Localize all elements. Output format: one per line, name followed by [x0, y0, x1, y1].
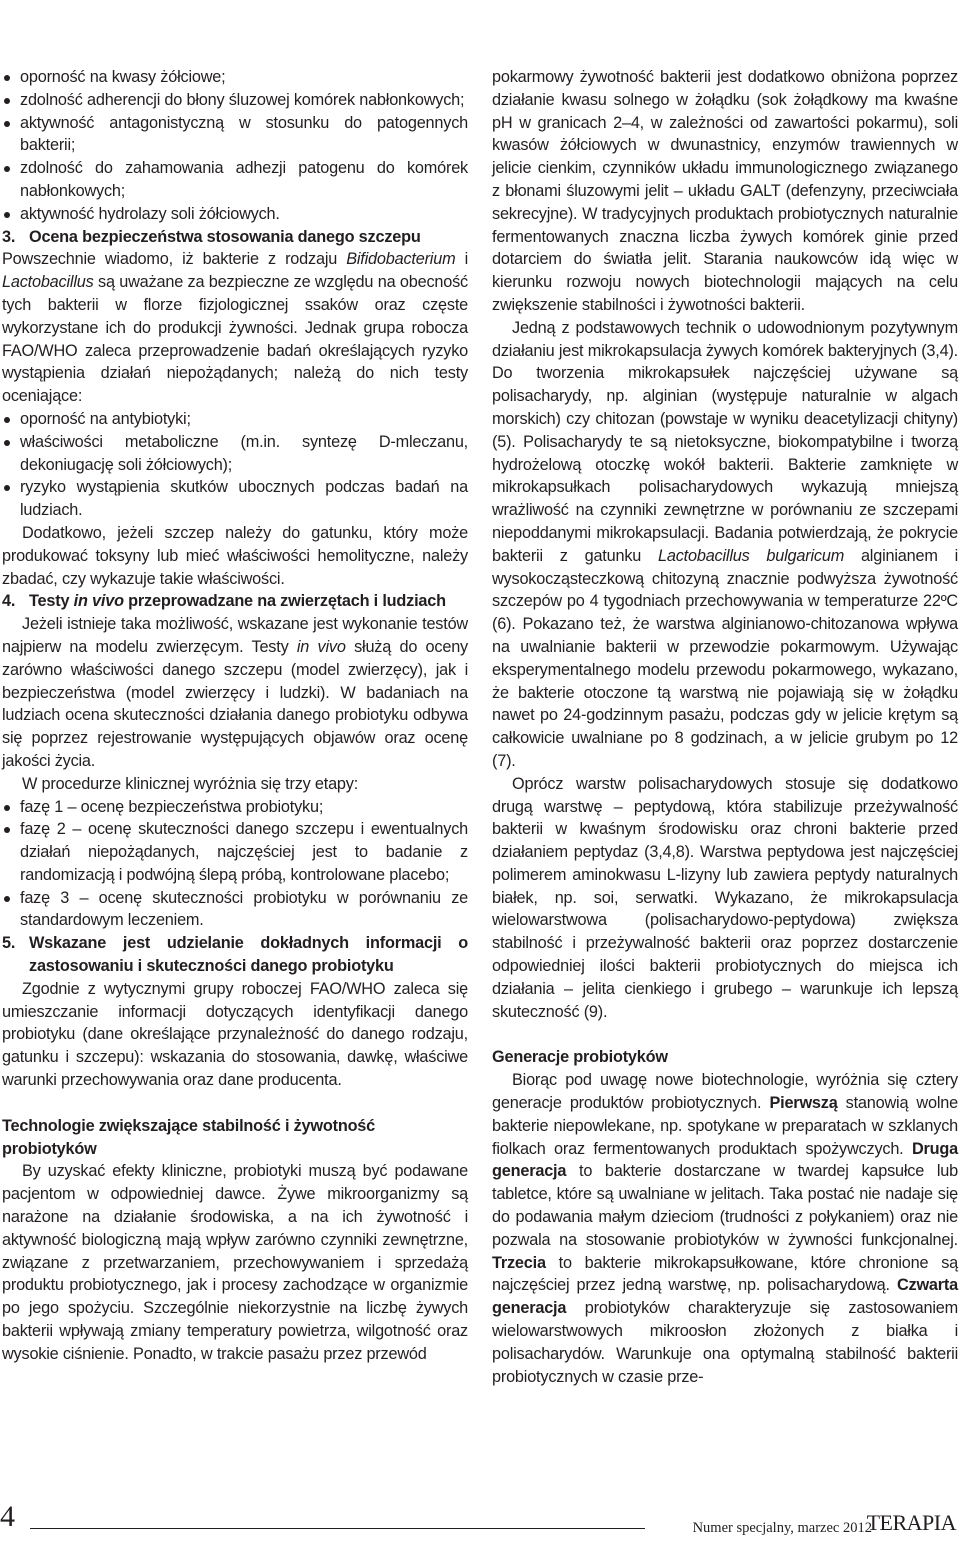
section-number: 4.	[2, 592, 16, 611]
journal-name: TERAPIA	[866, 1510, 956, 1535]
section-heading	[2, 226, 468, 249]
spacer	[2, 1092, 468, 1115]
paragraph: W procedurze klinicznej wyróżnia się trzy etapy:	[22, 774, 359, 793]
section-heading	[2, 932, 468, 978]
list-item: aktywność hydrolazy soli żółciowych.	[2, 203, 468, 226]
text-run: Biorąc pod uwagę nowe biotechnologie, wyróżnia się cztery generacje produktów probiotycznych.	[492, 1071, 958, 1113]
section-heading: Generacje probiotyków	[492, 1048, 668, 1067]
page-number: 4	[0, 1500, 15, 1533]
section-title: przeprowadzane na zwierzętach i ludziach	[123, 592, 446, 611]
bold-term: Trzecia	[492, 1253, 546, 1272]
right-column	[492, 66, 958, 1388]
italic-term: Bifidobacterium	[346, 250, 456, 269]
text-run: stanowią wolne bakterie niepowlekane, np. spotykane w preparatach w szklanych fiolkach oraz fermentowanych produktach spożywczych.	[492, 1094, 958, 1158]
bold-term: Czwarta generacja	[492, 1276, 958, 1318]
text-run: Jeżeli istnieje taka możliwość, wskazane jest wykonanie testów najpierw na modelu zwierzęcym. Testy	[2, 615, 468, 656]
list-item: ryzyko wystąpienia skutków ubocznych podczas badań na ludziach.	[2, 476, 468, 522]
paragraph: Zgodnie z wytycznymi grupy roboczej FAO/WHO zaleca się umieszczanie informacji dotyczących identyfikacji danego probiotyku (dane określające przynależność do danego rodzaju, gatunku i szczepu): wskazania do stosowania, dawkę, właściwe warunki przechowywania oraz dane producenta.	[2, 979, 468, 1090]
bold-term: Druga generacja	[492, 1139, 958, 1181]
paragraph	[492, 317, 958, 773]
section-heading	[2, 590, 468, 613]
section-title: Ocena bezpieczeństwa stosowania danego szczepu	[29, 227, 421, 246]
list-item: zdolność adherencji do błony śluzowej komórek nabłonkowych;	[2, 89, 468, 112]
text-run: probiotyków charakteryzuje się zastosowaniem wielowarstwowych mikroosłon złożonych z białka i polisacharydów. Warunkuje ona optymalną stabilność bakterii probiotycznych w czasie prze-	[492, 1299, 958, 1386]
paragraph: Dodatkowo, jeżeli szczep należy do gatunku, który może produkować toksyny lub mieć właściwości hemolityczne, należy zbadać, czy wykazuje takie właściwości.	[2, 523, 468, 588]
section-heading: Technologie zwiększające stabilność i żywotność probiotyków	[2, 1116, 376, 1158]
section-title: Wskazane jest udzielanie dokładnych informacji o zastosowaniu i skuteczności danego probiotyku	[29, 934, 468, 976]
footer-divider	[30, 1528, 645, 1529]
list-item: oporność na kwasy żółciowe;	[2, 66, 468, 89]
text-run: alginianem i wysokocząsteczkową chitozyną znacznie podwyższa żywotność szczepów po 4 tygodniach przechowywania w temperaturze 22ºC (6). Pokazano też, że warstwa alginianowo-chitozanowa wpływa na uwalnianie bakterii w przewodzie pokarmowym. Używając eksperymentalnego modelu przewodu pokarmowego, wykazano, że bakterie otoczone tą warstwą nie pojawiają się w żołądku nawet po 24-godzinnym pasażu, podczas gdy w jelicie krętym są całkowicie uwalniane po 8 godzinach, a w jelicie grubym po 12 (7).	[492, 546, 958, 770]
list-item: oporność na antybiotyki;	[2, 408, 468, 431]
text-run: to bakterie mikrokapsułkowane, które chronione są najczęściej przez jedną warstwę, np. polisacharydową.	[492, 1253, 958, 1295]
text-run: są uważane za bezpieczne ze względu na obecność tych bakterii w florze fizjologicznej ssaków oraz częste wykorzystane ich do produkcji żywności. Jednak grupa robocza FAO/WHO zaleca przeprowadzenie badań określających ryzyko wystąpienia działań niepożądanych; należą do nich testy oceniające:	[2, 273, 468, 406]
left-column	[2, 66, 468, 1366]
list-item: fazę 2 – ocenę skuteczności danego szczepu i ewentualnych działań niepożądanych, najczęściej jest to badanie z randomizacją i podwójną ślepą próbą, kontrolowane placebo;	[2, 818, 468, 886]
text-run: to bakterie dostarczane w twardej kapsułce lub tabletce, które są uwalniane w jelitach. Taka postać nie nadaje się do podawania małym dzieciom (trudności z połykaniem) oraz nie pozwala na stosowanie probiotyków w żywności funkcjonalnej.	[492, 1162, 958, 1249]
paragraph: By uzyskać efekty kliniczne, probiotyki muszą być podawane pacjentom w odpowiedniej dawce. Żywe mikroorganizmy są narażone na działanie środowiska, a na ich żywotność i aktywność biologiczną mają wpływ zarówno czynniki zewnętrzne, związane z przetwarzaniem, przechowywaniem i sprzedażą produktu probiotycznego, jak i procesy zachodzące w organizmie po jego spożyciu. Szczególnie niekorzystnie na liczbę żywych bakterii wpływają zmiany temperatury powietrza, wilgotność oraz wysokie ciśnienie. Ponadto, w trakcie pasażu przez przewód	[2, 1162, 468, 1363]
text-run: i	[455, 250, 469, 269]
italic-term: Lactobacillus	[2, 273, 94, 292]
section-title: Testy	[29, 592, 74, 611]
section-number: 3.	[2, 227, 16, 246]
paragraph	[2, 613, 468, 773]
text-run: Powszechnie wiadomo, iż bakterie z rodzaju	[2, 250, 347, 269]
list-item: fazę 1 – ocenę bezpieczeństwa probiotyku;	[2, 796, 468, 819]
paragraph	[492, 1069, 958, 1388]
italic-term: Lactobacillus bulgaricum	[658, 546, 845, 565]
italic-term: in vivo	[296, 637, 346, 656]
text-run: służą do oceny zarówno właściwości danego szczepu (model zwierzęcy), jak i bezpieczeństwa (model zwierzęcy i ludzki). W badaniach na ludziach ocena skuteczności działania danego probiotyku odbywa się poprzez rejestrowanie występujących objawów oraz ocenę jakości życia.	[2, 637, 468, 770]
issue-label: Numer specjalny, marzec 2012	[692, 1520, 872, 1536]
paragraph: pokarmowy żywotność bakterii jest dodatkowo obniżona poprzez działanie kwasu solnego w żołądku (sok żołądkowy ma kwaśne pH w granicach 2–4, w zależności od zawartości pokarmu), soli kwasów żółciowych w dwunastnicy, enzymów trawiennych w jelicie cienkim, czynników układu immunologicznego związanego z błonami śluzowymi jelit – układu GALT (defenzyny, przeciwciała sekrecyjne). W tradycyjnych produktach probiotycznych naturalnie fermentowanych znaczna liczba żywych komórek ginie przed dotarciem do światła jelit. Starania naukowców idą więc w kierunku rozwoju nowych biotechnologii mających na celu zwiększenie stabilności i żywotności bakterii.	[492, 68, 958, 314]
list-item: fazę 3 – ocenę skuteczności probiotyku w porównaniu ze standardowym leczeniem.	[2, 887, 468, 933]
list-item: zdolność do zahamowania adhezji patogenu do komórek nabłonkowych;	[2, 157, 468, 203]
paragraph: Oprócz warstw polisacharydowych stosuje się dodatkowo drugą warstwę – peptydową, która stabilizuje przeżywalność bakterii w kwaśnym środowisku oraz chroni bakterie przed działaniem peptydaz (3,4,8). Warstwa peptydowa jest najczęściej polimerem aminokwasu L-lizyny lub zawiera peptydy naturalnych białek, np. soi, serwatki. Wykazano, że mikrokapsulacja wielowarstwowa (polisacharydowo-peptydowa) zwiększa stabilność i przeżywalność bakterii oraz poprzez dostarczenie odpowiedniej ilości bakterii probiotycznych do miejsca ich działania – jelita cienkiego i grubego – warunkuje ich lepszą skuteczność (9).	[492, 774, 958, 1021]
italic-term: in vivo	[73, 592, 124, 611]
spacer	[492, 1023, 958, 1046]
list-item: aktywność antagonistyczną w stosunku do patogennych bakterii;	[2, 112, 468, 158]
list-item: właściwości metaboliczne (m.in. syntezę D-mleczanu, dekoniugację soli żółciowych);	[2, 431, 468, 477]
paragraph	[2, 248, 468, 408]
bold-term: Pierwszą	[769, 1094, 838, 1113]
section-number: 5.	[2, 934, 16, 953]
text-run: Jedną z podstawowych technik o udowodnionym pozytywnym działaniu jest mikrokapsulacja żywych komórek bakteryjnych (3,4). Do tworzenia mikrokapsułek najczęściej używane są polisacharydy, np. alginian (występuje naturalnie w algach morskich) czy chitozan (powstaje w wyniku deacetylizacji chityny) (5). Polisacharydy te są nietoksyczne, biokompatybilne i tworzą hydrożelową otoczkę wokół bakterii. Bakterie zamknięte w mikrokapsułkach polisacharydowych wykazują mniejszą wrażliwość na czynniki zewnętrzne w porównaniu ze szczepami niepoddanymi mikrokapsulacji. Badania potwierdzają, że pokrycie bakterii z gatunku	[492, 318, 958, 565]
